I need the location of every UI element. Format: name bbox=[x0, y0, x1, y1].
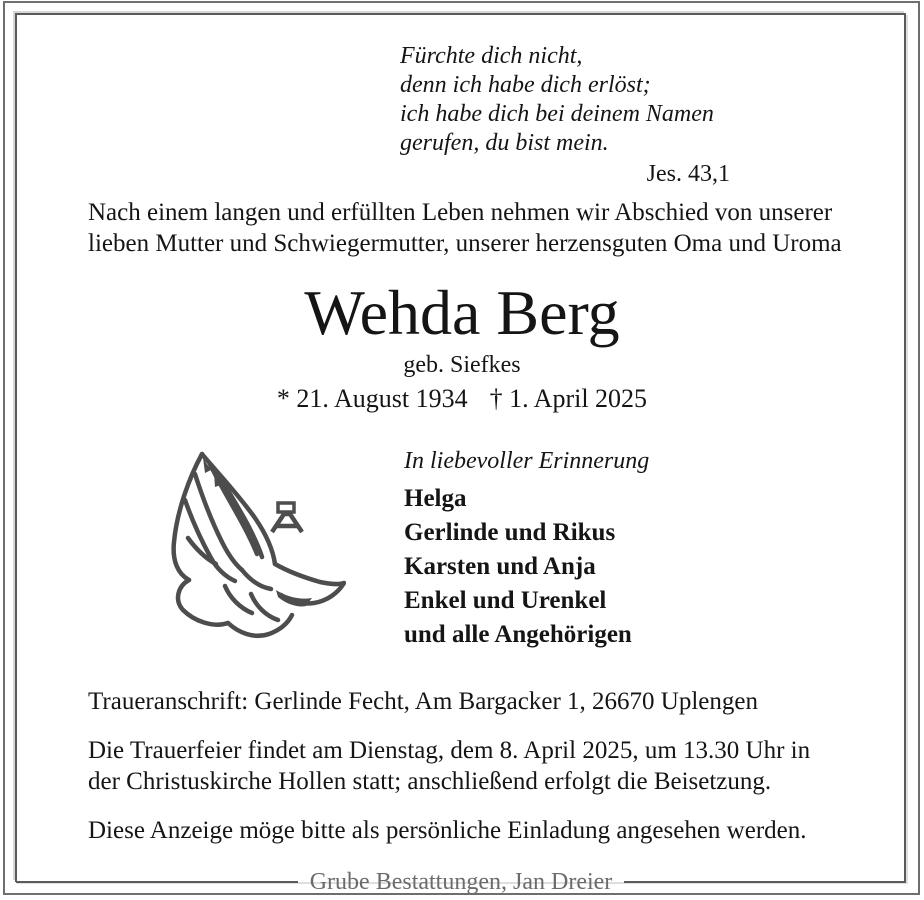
praying-hands-icon bbox=[156, 446, 346, 654]
intro-paragraph bbox=[88, 197, 868, 259]
mourning-address: Traueranschrift: Gerlinde Fecht, Am Bargacker 1, 26670 Uplengen bbox=[88, 688, 758, 715]
monogram-icon bbox=[272, 503, 302, 532]
service-line: der Christuskirche Hollen statt; anschließend erfolgt die Beisetzung. bbox=[88, 768, 772, 795]
mourner-name: Karsten und Anja bbox=[404, 553, 596, 580]
quote-line: gerufen, du bist mein. bbox=[400, 130, 609, 156]
mourner-name: Helga bbox=[404, 485, 467, 512]
quote-line: denn ich habe dich erlöst; bbox=[400, 72, 651, 98]
footer-rule-right bbox=[624, 881, 906, 883]
quote-line: ich habe dich bei deinem Namen bbox=[400, 101, 714, 127]
invitation-note: Diese Anzeige möge bitte als persönliche Einladung angesehen werden. bbox=[88, 817, 807, 844]
maiden-name: geb. Siefkes bbox=[403, 352, 521, 378]
deceased-name: Wehda Berg bbox=[304, 277, 620, 348]
quote-line: Fürchte dich nicht, bbox=[400, 43, 583, 69]
intro-line: Nach einem langen und erfüllten Leben nehmen wir Abschied von unserer bbox=[88, 199, 833, 226]
scripture-quote bbox=[400, 42, 730, 189]
service-line: Die Trauerfeier findet am Dienstag, dem 8. April 2025, um 13.30 Uhr in bbox=[88, 737, 811, 764]
intro-line: lieben Mutter und Schwiegermutter, unserer herzensguten Oma und Uroma bbox=[88, 230, 842, 257]
mourner-name: Enkel und Urenkel bbox=[404, 587, 607, 614]
funeral-home-name: Grube Bestattungen, Jan Dreier bbox=[309, 869, 613, 895]
memorial-heading: In liebevoller Erinnerung bbox=[404, 448, 650, 474]
life-dates bbox=[0, 384, 924, 414]
footer-rule-left bbox=[16, 881, 298, 883]
birth-date: * 21. August 1934 bbox=[276, 384, 468, 413]
quote-attribution: Jes. 43,1 bbox=[646, 161, 730, 187]
memorial-block bbox=[404, 446, 824, 652]
mourner-name: und alle Angehörigen bbox=[404, 621, 632, 648]
death-date: † 1. April 2025 bbox=[489, 384, 648, 413]
mourner-name: Gerlinde und Rikus bbox=[404, 519, 616, 546]
service-info bbox=[88, 735, 878, 797]
footer bbox=[16, 868, 906, 896]
